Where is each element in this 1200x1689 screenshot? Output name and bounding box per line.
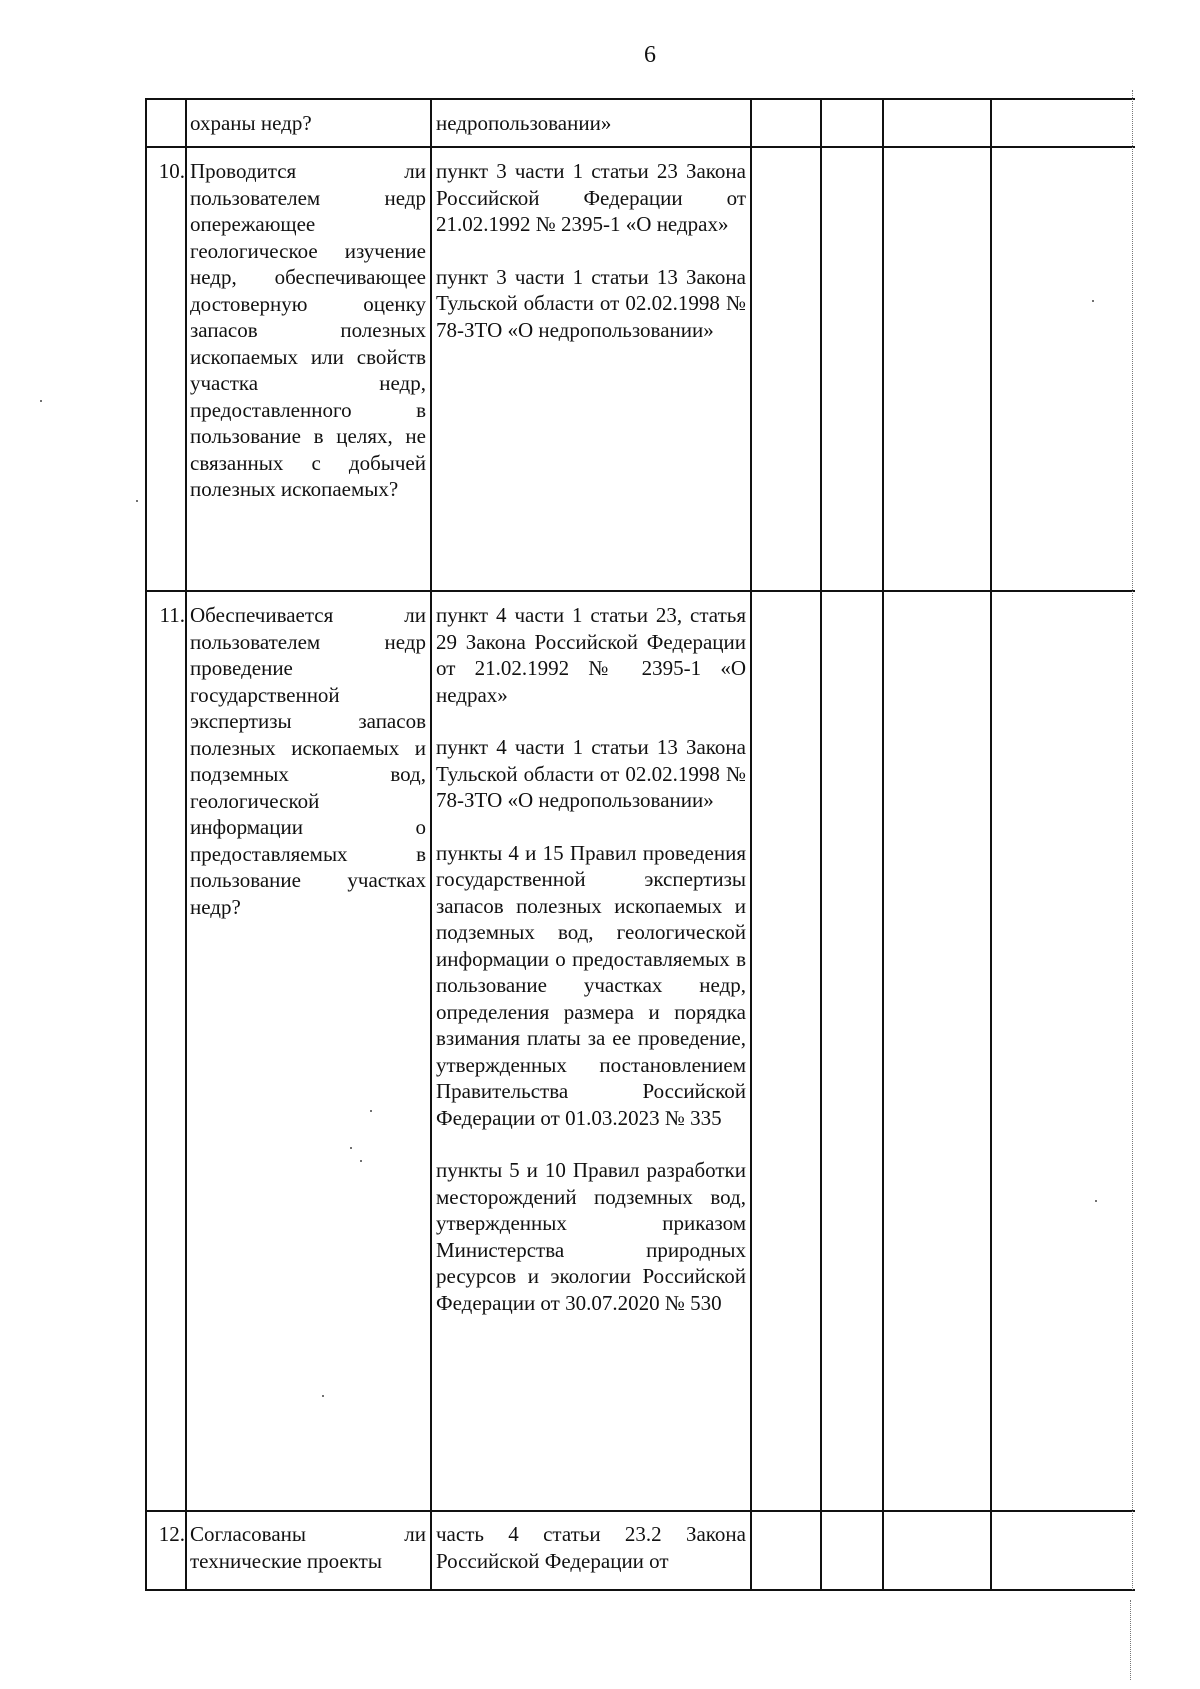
table-rule-row-11 [145,590,1135,592]
scan-speck [360,1160,362,1162]
scan-edge-marks [1132,90,1135,1590]
table-col-rule-6 [882,98,884,1591]
reference-text: пункт 4 части 1 статьи 13 Закона Тульской области от 02.02.1998 № 78-ЗТО «О недропользовании» [436,735,746,812]
row-references [436,602,746,1316]
reference-text: часть 4 статьи 23.2 Закона Российской Федерации от [436,1522,746,1573]
table-rule-row-12 [145,1510,1135,1512]
scan-speck [40,400,42,402]
scan-speck [322,1395,324,1397]
scan-edge-marks [1130,1600,1133,1680]
table-rule-bottom [145,1589,1135,1591]
reference-text: пункты 4 и 15 Правил проведения государственной экспертизы запасов полезных ископаемых и подземных вод, геологической информации о предоставляемых в пользование участках недр, определения размера и порядка взимания платы за ее проведение, утвержденных постановлением Правительства Российской Федерации от 01.03.2023 № 335 [436,840,746,1130]
row-number: 10. [158,159,185,183]
row-references [436,110,746,137]
table-col-rule-1 [145,98,147,1591]
row-question: охраны недр? [190,111,312,135]
page-number: 6 [644,42,656,68]
table-col-rule-4 [750,98,752,1591]
row-references [436,158,746,343]
table-col-rule-2 [185,98,187,1591]
row-number: 12. [158,1522,185,1546]
table-col-rule-7 [990,98,992,1591]
reference-text: пункт 4 части 1 статьи 23, статья 29 Закона Российской Федерации от 21.02.1992 № 2395-1 «О недрах» [436,603,746,707]
reference-text: пункт 3 части 1 статьи 23 Закона Российской Федерации от 21.02.1992 № 2395-1 «О недрах» [436,159,746,236]
reference-text: пункты 5 и 10 Правил разработки месторождений подземных вод, утвержденных приказом Министерства природных ресурсов и экологии Российской Федерации от 30.07.2020 № 530 [436,1158,746,1315]
table-rule-row-10 [145,146,1135,148]
scan-speck [1092,300,1094,302]
scan-speck [370,1110,372,1112]
reference-text: недропользовании» [436,111,612,135]
reference-text: пункт 3 части 1 статьи 13 Закона Тульской области от 02.02.1998 № 78-ЗТО «О недропользовании» [436,264,746,342]
row-references [436,1521,746,1574]
scan-speck [350,1147,352,1149]
row-question: Проводится ли пользователем недр опережающее геологическое изучение недр, обеспечивающее достоверную оценку запасов полезных ископаемых или свойств участка недр, предоставленного в пользование в целях, не связанных с добычей полезных ископаемых? [190,159,426,501]
row-number: 11. [159,603,185,627]
table-col-rule-3 [430,98,432,1591]
table-rule-top [145,98,1135,100]
row-question: Обеспечивается ли пользователем недр проведение государственной экспертизы запасов полезных ископаемых и подземных вод, геологической информации о предоставляемых в пользование участках недр? [190,603,426,919]
row-question: Согласованы ли технические проекты [190,1522,426,1573]
scan-speck [136,500,138,502]
scan-speck [1095,1200,1097,1202]
table-col-rule-5 [820,98,822,1591]
